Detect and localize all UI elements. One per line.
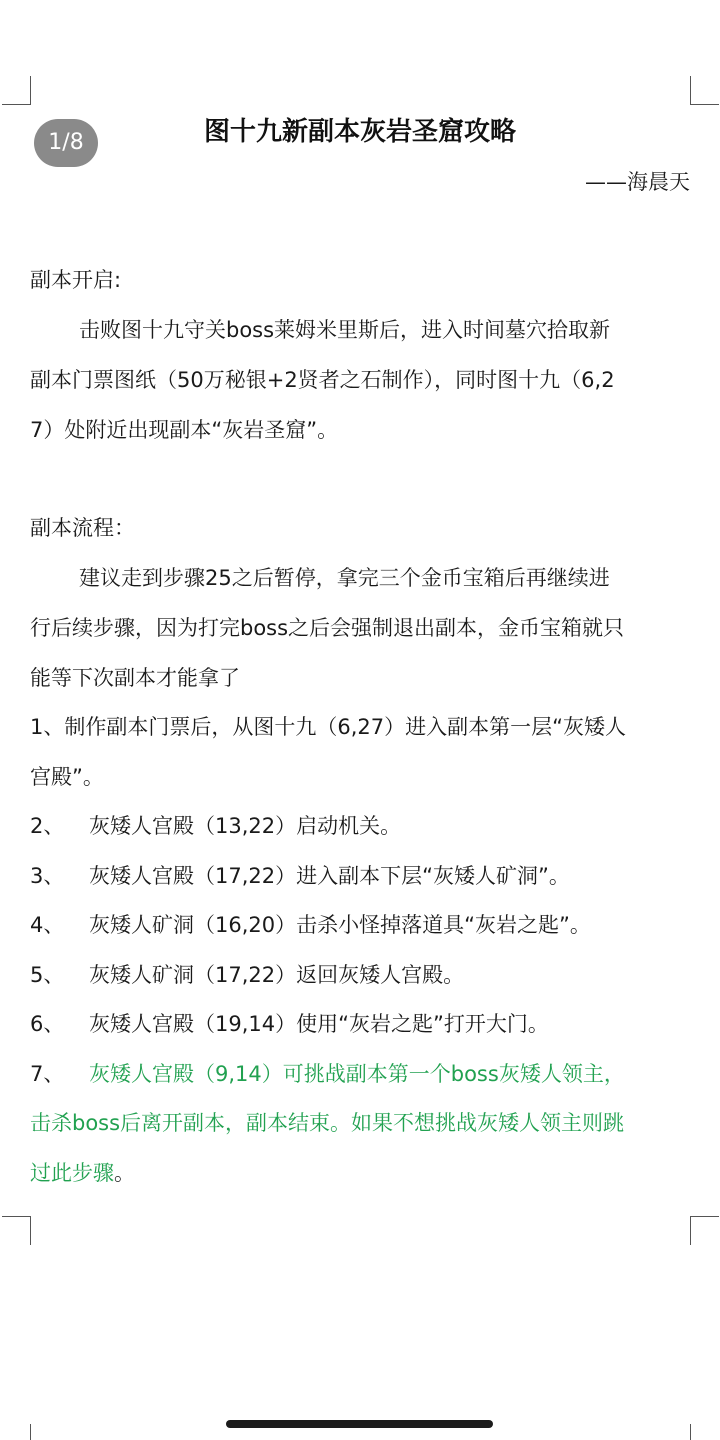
step-number: 4、: [30, 913, 65, 937]
paragraph-line: 行后续步骤，因为打完boss之后会强制退出副本，金币宝箱就只: [30, 616, 625, 640]
paragraph-line: 副本门票图纸（50万秘银+2贤者之石制作），同时图十九（6,2: [30, 368, 615, 392]
crop-mark-bottom-left: [2, 1216, 31, 1245]
paragraph-line: 建议走到步骤25之后暂停，拿完三个金币宝箱后再继续进: [79, 566, 610, 590]
step-7-highlight-text: 灰矮人宫殿（9,14）可挑战副本第一个boss灰矮人领主，: [89, 1062, 625, 1086]
step-text: 灰矮人矿洞（17,22）返回灰矮人宫殿。: [89, 963, 465, 987]
step-number: 2、: [30, 814, 65, 838]
paragraph-line: 7）处附近出现副本“灰岩圣窟”。: [30, 418, 339, 442]
step-text: 灰矮人宫殿（17,22）进入副本下层“灰矮人矿洞”。: [89, 864, 570, 888]
step-7-highlight-text: 过此步骤: [30, 1161, 114, 1185]
step-7-highlight-text: 击杀boss后离开副本，副本结束。如果不想挑战灰矮人领主则跳: [30, 1111, 625, 1135]
step-number: 6、: [30, 1012, 65, 1036]
page-indicator-badge: 1/8: [34, 119, 98, 167]
crop-mark-next-page-right: [690, 1424, 719, 1440]
step-1-line: 宫殿”。: [30, 765, 104, 789]
step-number: 7、: [30, 1062, 65, 1086]
crop-mark-bottom-right: [690, 1216, 719, 1245]
crop-mark-top-right: [690, 76, 719, 105]
crop-mark-top-left: [2, 76, 31, 105]
document-title: 图十九新副本灰岩圣窟攻略: [203, 117, 516, 147]
step-text: 灰矮人宫殿（13,22）启动机关。: [89, 814, 402, 838]
section-heading-process: 副本流程：: [30, 516, 135, 540]
step-text: 灰矮人宫殿（19,14）使用“灰岩之匙”打开大门。: [89, 1012, 549, 1036]
step-number: 3、: [30, 864, 65, 888]
paragraph-line: 击败图十九守关boss莱姆米里斯后，进入时间墓穴拾取新: [79, 318, 611, 342]
step-7-last-line: [30, 1153, 135, 1193]
step-number: 5、: [30, 963, 65, 987]
step-text: 灰矮人矿洞（16,20）击杀小怪掉落道具“灰岩之匙”。: [89, 913, 591, 937]
document-author: ——海晨天: [585, 170, 690, 194]
paragraph-line: 能等下次副本才能拿了: [30, 666, 240, 690]
step-7-period: 。: [114, 1161, 135, 1185]
section-heading-opening: 副本开启:: [30, 268, 122, 292]
step-1-line: 1、制作副本门票后，从图十九（6,27）进入副本第一层“灰矮人: [30, 715, 626, 739]
home-indicator-bar[interactable]: [226, 1420, 493, 1428]
crop-mark-next-page-left: [2, 1424, 31, 1440]
